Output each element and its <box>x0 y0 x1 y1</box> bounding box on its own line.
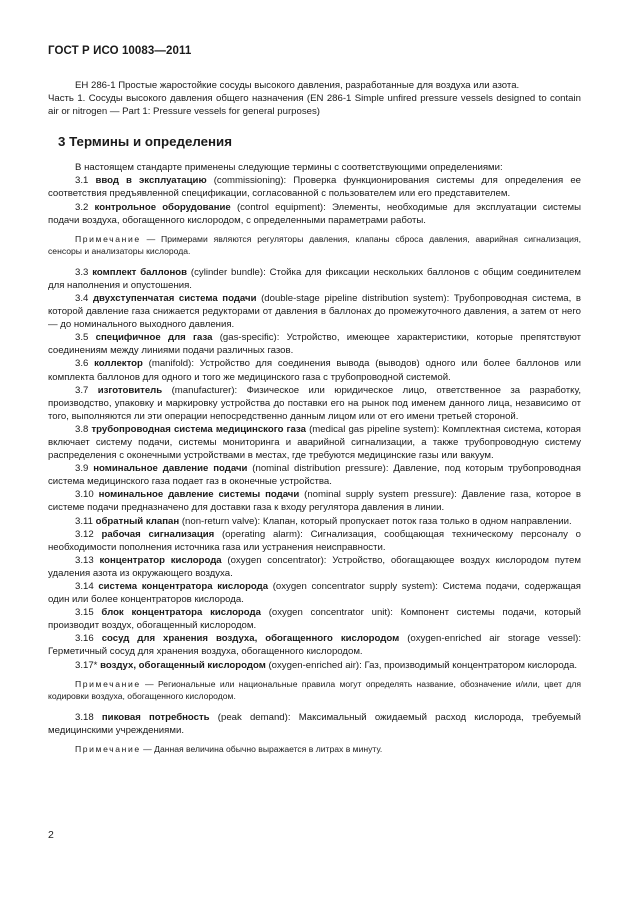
term-definition: (manifold): Устройство для соединения вывода (выводов) одного или более баллонов или комплекта баллонов для одного и того же медицинского газа с трубопроводной системой. <box>48 358 581 383</box>
term-definition: (peak demand): Максимальный ожидаемый расход кислорода, требуемый медицинскими учреждениями. <box>48 711 581 736</box>
term-number: 3.6 <box>75 358 89 370</box>
term-number: 3.17* <box>75 659 98 671</box>
term-3-16 <box>48 632 581 658</box>
term-3-3 <box>48 266 581 292</box>
term-name: номинальное давление подачи <box>93 463 248 475</box>
term-number: 3.9 <box>75 463 89 475</box>
term-3-13 <box>48 554 581 580</box>
term-name: номинальное давление системы подачи <box>98 489 300 501</box>
term-3-14 <box>48 580 581 606</box>
term-name: пиковая потребность <box>101 711 210 723</box>
term-definition: (medical gas pipeline system): Комплектная система, которая включает систему подачи, системы мониторинга и аварийной сигнализации, а также трубопроводную систему распределения с оконечными устройствами в местах, где требуются медицинские газы или вакуум. <box>48 423 581 462</box>
term-name: концентратор кислорода <box>99 554 222 566</box>
term-number: 3.11 <box>75 515 93 527</box>
term-number: 3.1 <box>75 175 89 187</box>
term-3-11 <box>48 515 581 528</box>
term-definition: (cylinder bundle): Стойка для фиксации нескольких баллонов с общим соединителем для наполнения и опустошения. <box>48 266 581 291</box>
term-3-6 <box>48 357 581 383</box>
term-number: 3.12 <box>75 528 94 540</box>
term-definition: (control equipment): Элементы, необходимые для эксплуатации системы подачи воздуха, обогащенного кислородом, с определенными параметрами работы. <box>48 201 581 226</box>
note-label: Примечание <box>75 233 141 244</box>
note-label: Примечание <box>75 678 141 689</box>
term-3-10 <box>48 488 581 514</box>
term-3-5 <box>48 331 581 357</box>
term-number: 3.7 <box>75 384 89 396</box>
term-name: двухступенчатая система подачи <box>92 292 257 304</box>
term-number: 3.8 <box>75 423 89 435</box>
term-definition: (gas-specific): Устройство, имеющее характеристики, которые препятствуют соединениям между линиями подачи различных газов. <box>48 332 582 357</box>
term-definition: (operating alarm): Сигнализация, сообщающая техническому персоналу о необходимости пополнения источника газа или устранения неисправности. <box>48 528 582 553</box>
term-name: изготовитель <box>97 384 163 396</box>
term-name: система концентратора кислорода <box>98 581 269 592</box>
term-number: 3.5 <box>75 332 89 344</box>
term-3-2 <box>48 201 581 227</box>
note-text: — Примерами являются регуляторы давления, клапаны сброса давления, аварийная сигнализация, сенсоры и анализаторы кислорода. <box>48 233 581 256</box>
term-number: 3.16 <box>75 633 94 645</box>
term-number: 3.15 <box>75 607 94 619</box>
term-number: 3.4 <box>75 292 89 304</box>
term-definition: (commissioning): Проверка функционирования системы для определения ее соответствия предъявленной спецификации, согласованной с пользователем или его представителем. <box>48 175 581 200</box>
term-definition: (manufacturer): Физическое или юридическое лицо, ответственное за разработку, производство, упаковку и маркировку устройства до поставки его на рынок под именем данного лица, независимо от того, выполняются ли эти операции непосредственно данным лицом или от его имени третьей стороной. <box>48 384 581 422</box>
term-3-4 <box>48 292 581 331</box>
term-definition: (nominal distribution pressure): Давление, под которым трубопроводная система медицинского газа подает газ в оконечные устройства. <box>48 463 581 488</box>
term-name: воздух, обогащенный кислородом <box>100 659 266 671</box>
term-name: ввод в эксплуатацию <box>95 175 207 187</box>
term-3-18 <box>48 711 581 737</box>
term-number: 3.13 <box>75 554 94 566</box>
term-name: контрольное оборудование <box>94 201 231 213</box>
term-definition: (non-return valve): Клапан, который пропускает поток газа только в одном направлении. <box>179 515 572 527</box>
section-title: 3 Термины и определения <box>58 134 232 150</box>
note-2 <box>48 678 581 702</box>
term-3-9 <box>48 462 581 488</box>
term-name: рабочая сигнализация <box>101 528 215 540</box>
term-name: трубопроводная система медицинского газа <box>91 423 306 435</box>
term-3-7 <box>48 384 581 423</box>
term-definition: (double-stage pipeline distribution system): Трубопроводная система, в которой давление газа снижается редукторами от давления в баллонах до промежуточного давления, а затем от него — до номинального выходного давления. <box>48 292 581 331</box>
term-3-17 <box>48 659 581 672</box>
note-1 <box>48 233 581 257</box>
term-3-8 <box>48 423 581 462</box>
document-body <box>48 79 581 764</box>
term-name: блок концентратора кислорода <box>101 607 261 619</box>
intro-line-1: ЕН 286-1 Простые жаростойкие сосуды высокого давления, разработанные для воздуха или азота. <box>75 80 520 91</box>
term-3-15 <box>48 606 581 632</box>
term-number: 3.3 <box>75 266 89 278</box>
term-name: сосуд для хранения воздуха, обогащенного кислородом <box>101 633 400 645</box>
term-definition: (oxygen concentrator): Устройство, обогащающее воздух кислородом путем удаления азота из окружающего воздуха. <box>48 554 581 579</box>
term-definition: (oxygen-enriched air): Газ, производимый концентратором кислорода. <box>265 659 578 671</box>
term-3-12 <box>48 528 581 554</box>
intro-line-2: Часть 1. Сосуды высокого давления общего назначения (EN 286-1 Simple unfired pressure vessels designed to contain air or nitrogen — Part 1: Pressure vessels for general purposes) <box>48 93 581 118</box>
term-name: коллектор <box>94 358 143 370</box>
term-name: комплект баллонов <box>92 266 187 278</box>
note-text: — Региональные или национальные правила могут определять название, обозначение и/или, цвет для кодировки воздуха, обогащенного кислородом. <box>48 678 581 701</box>
note-label: Примечание <box>75 743 141 754</box>
term-number: 3.2 <box>75 201 89 213</box>
term-name: обратный клапан <box>95 515 180 527</box>
term-definition: (nominal supply system pressure): Давление газа, которое в системе подачи предназначено для доставки газа к входу регулятора давления в линии. <box>48 489 582 514</box>
term-number: 3.10 <box>75 489 94 501</box>
term-name: специфичное для газа <box>95 332 213 344</box>
note-text: — Данная величина обычно выражается в литрах в минуту. <box>140 743 383 754</box>
term-definition: (oxygen concentrator unit): Компонент системы подачи, который производит воздух, обогащенный кислородом. <box>48 607 581 632</box>
term-number: 3.14 <box>75 581 94 592</box>
term-definition: (oxygen-enriched air storage vessel): Герметичный сосуд для хранения воздуха, обогащенного кислородом. <box>48 633 582 658</box>
term-3-1 <box>48 174 581 200</box>
page-number: 2 <box>48 829 54 841</box>
page-header: ГОСТ Р ИСО 10083—2011 <box>48 45 192 57</box>
note-3 <box>48 743 581 755</box>
term-definition: (oxygen concentrator supply system): Система подачи, содержащая один или более концентраторов кислорода. <box>48 581 581 606</box>
term-number: 3.18 <box>75 711 94 723</box>
section-lead: В настоящем стандарте применены следующие термины с соответствующими определениями: <box>75 162 503 174</box>
